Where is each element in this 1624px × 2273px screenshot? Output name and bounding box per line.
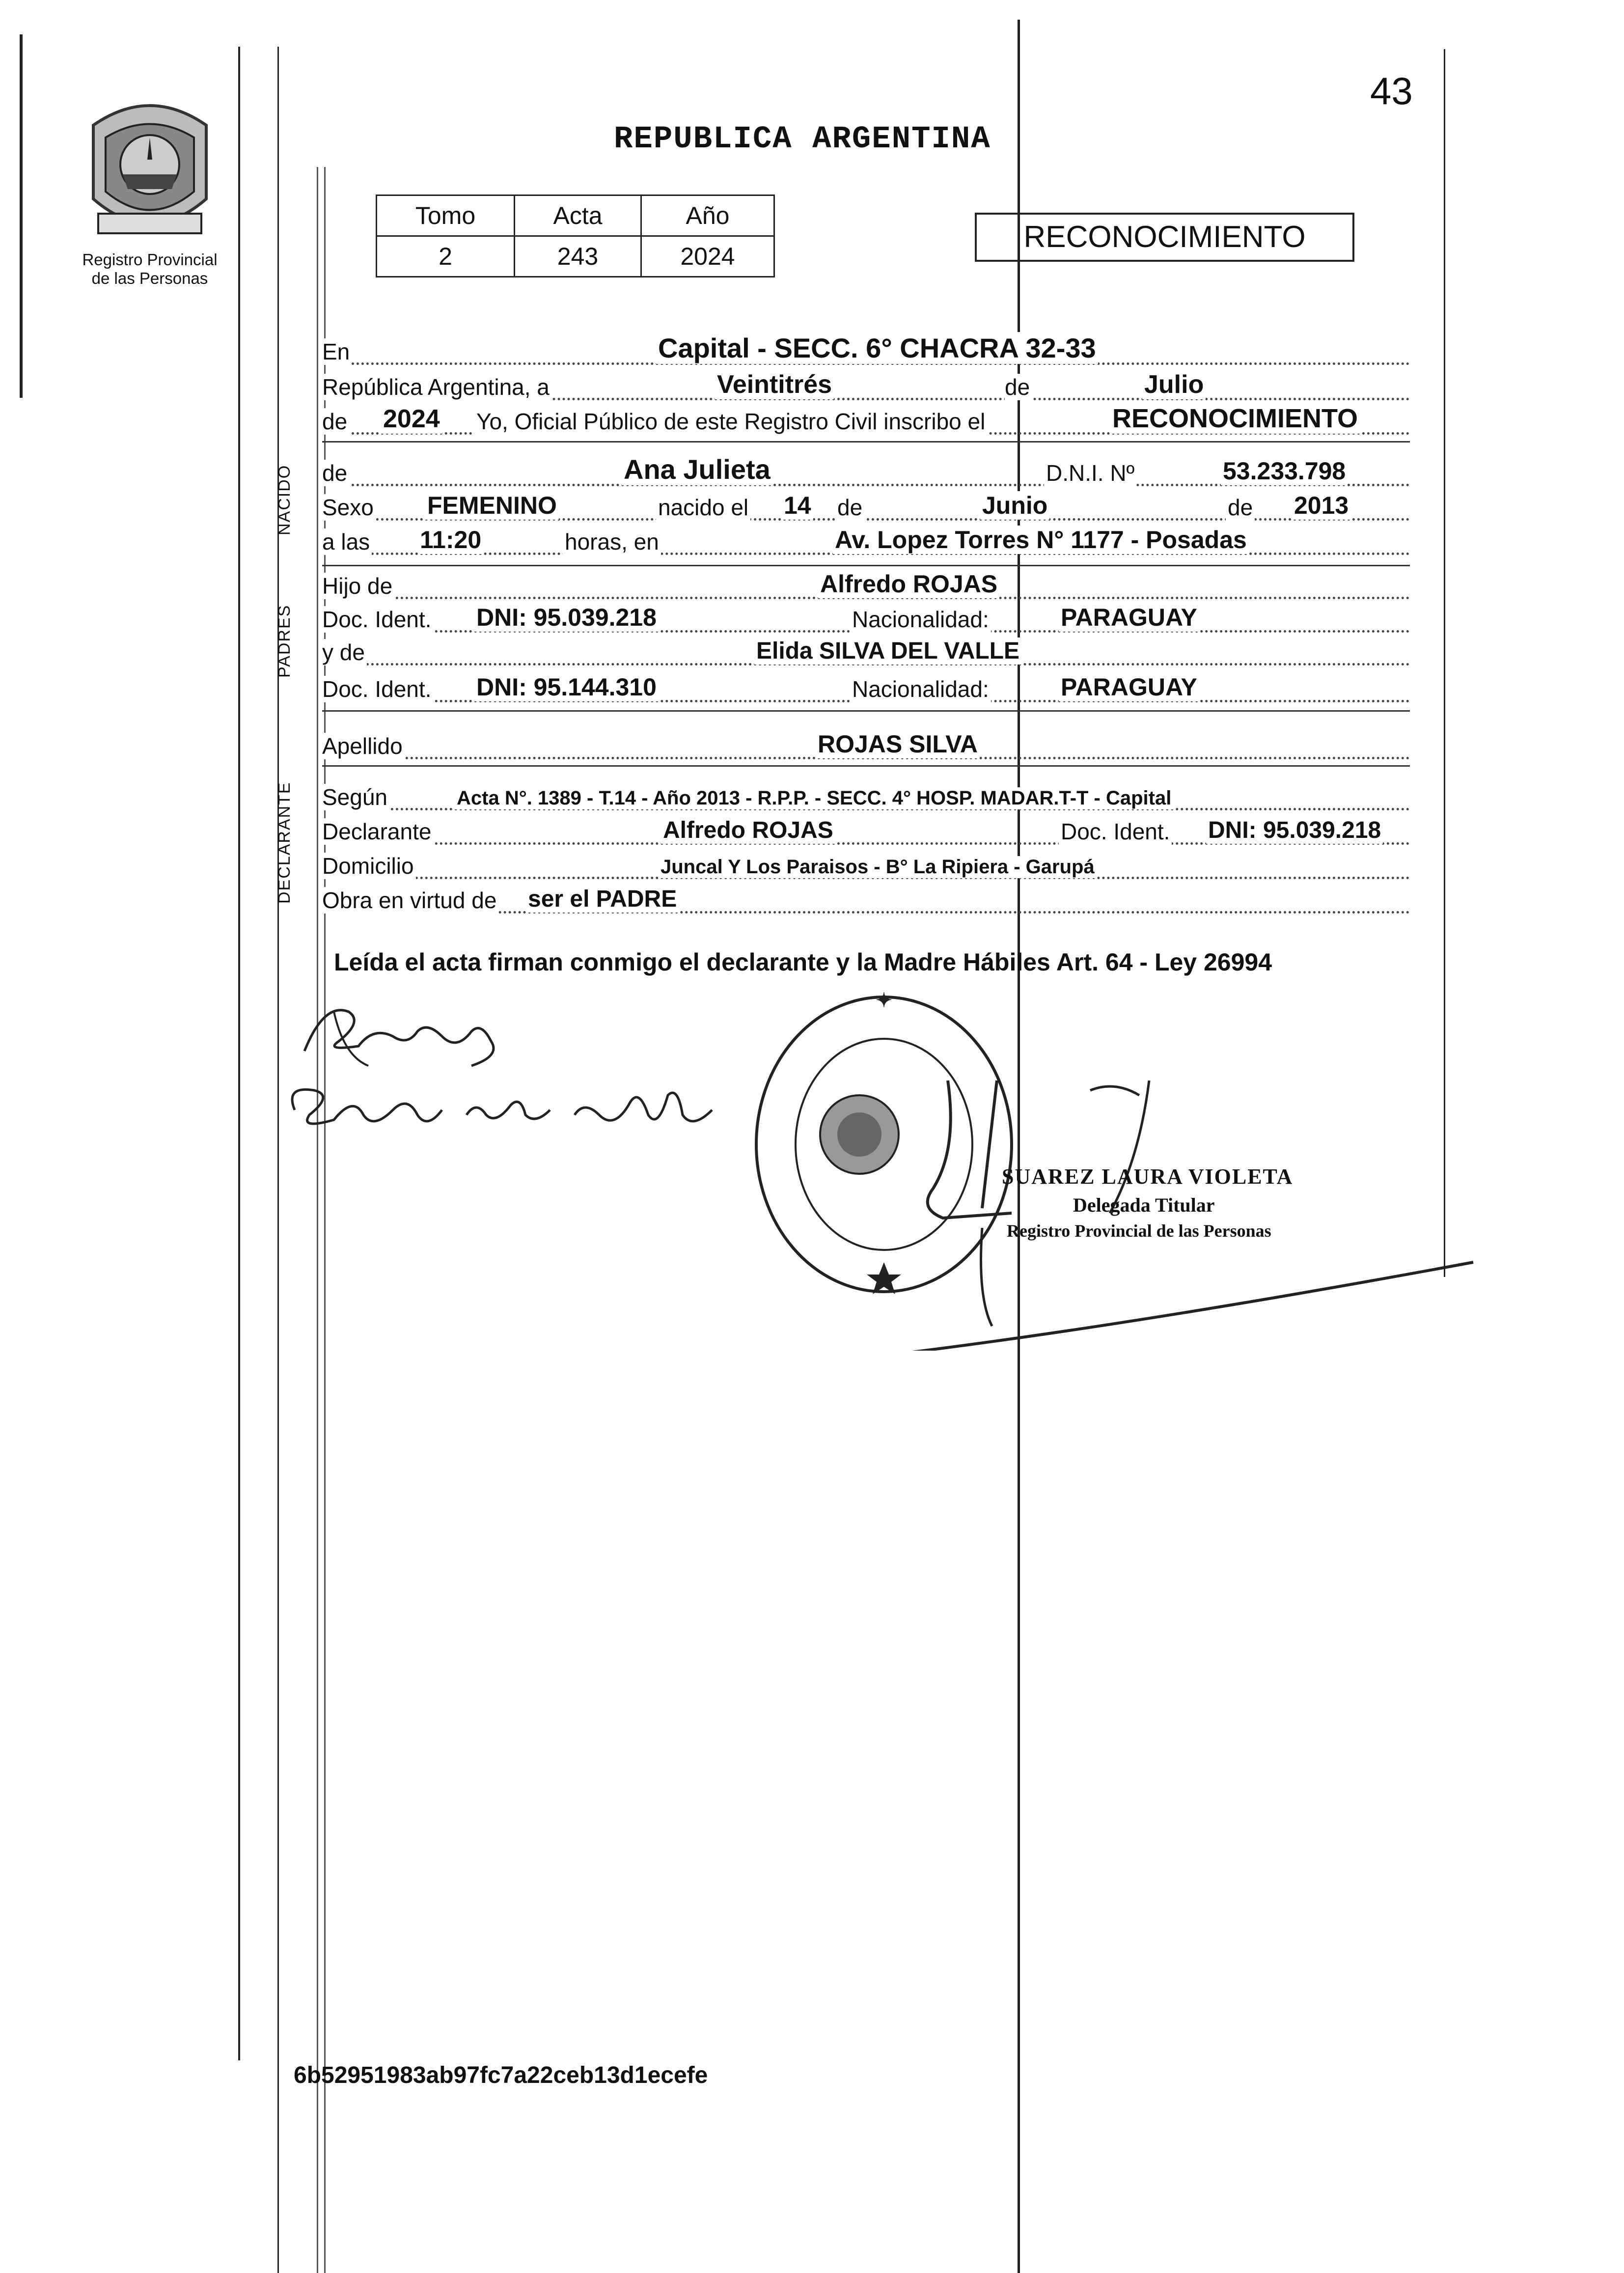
header-acta: Acta [515,195,641,236]
value-birth-month: Junio [980,491,1049,520]
label-obra: Obra en virtud de [322,887,498,914]
label-father-nationality: Nacionalidad: [850,606,991,633]
label-de-birth-month: de [835,494,864,521]
value-act: RECONOCIMIENTO [1110,403,1360,434]
label-en: En [322,338,352,365]
logo-caption-line1: Registro Provincial [82,250,218,269]
row-hora [322,526,1410,558]
label-yde: y de [322,639,367,665]
label-apellido: Apellido [322,733,405,759]
separator [322,710,1410,712]
label-horas: horas, en [563,528,661,555]
row-mother-doc [322,673,1410,705]
side-label-declarante: DECLARANTE [275,781,294,904]
value-dni: 53.233.798 [1221,457,1348,485]
official-name: SUAREZ LAURA VIOLETA [1002,1164,1294,1189]
row-obra [322,884,1410,916]
row-mother [322,636,1410,668]
label-hijo: Hijo de [322,573,394,599]
value-mother-name: Elida SILVA DEL VALLE [754,638,1021,665]
svg-text:✦: ✦ [876,990,892,1011]
row-person [322,454,1410,489]
label-mother-doc: Doc. Ident. [322,676,433,702]
separator [322,765,1410,767]
closing-text: Leída el acta firman conmigo el declarante y la Madre Hábiles Art. 64 - Ley 26994 [334,948,1272,976]
value-father-nationality: PARAGUAY [1059,603,1199,632]
label-de-birth-year: de [1226,494,1255,521]
page-number: 43 [1370,69,1413,112]
label-declarante: Declarante [322,818,433,845]
label-de-year: de [322,408,349,435]
page-edge-mark [20,34,23,398]
logo-caption [59,250,241,288]
row-en [322,335,1410,368]
left-margin-line [238,47,240,2060]
record-table-header [377,195,774,236]
row-sexo [322,491,1410,524]
row-father-doc [322,603,1410,636]
value-month: Julio [1142,370,1206,399]
official-registry: Registro Provincial de las Personas [1007,1221,1271,1241]
inner-margin-line [317,167,318,2273]
value-birth-year: 2013 [1292,491,1350,520]
record-table-values [377,236,774,277]
value-day: Veintitrés [715,370,834,399]
left-margin-line-lower [277,47,279,2273]
value-birth-time: 11:20 [418,526,483,554]
value-declarante: Alfredo ROJAS [661,817,835,844]
value-father-name: Alfredo ROJAS [818,570,999,598]
value-sexo: FEMENINO [425,491,559,520]
label-domicilio: Domicilio [322,853,416,879]
header-tomo: Tomo [377,195,515,236]
label-de-person: de [322,460,349,486]
row-domicilio [322,850,1410,882]
row-fecha [322,371,1410,403]
record-table [376,194,775,277]
value-apellido: ROJAS SILVA [816,730,980,758]
value-year: 2024 [381,404,442,434]
label-dni: D.N.I. Nº [1044,460,1136,486]
value-mother-nationality: PARAGUAY [1059,673,1199,701]
value-acta: 243 [515,236,641,277]
label-yo: Yo, Oficial Público de este Registro Civil inscribo el [474,408,987,435]
value-obra: ser el PADRE [526,886,679,913]
label-segun: Según [322,784,389,810]
value-person-name: Ana Julieta [622,453,772,485]
province-logo-icon [79,91,221,243]
document-type-box: RECONOCIMIENTO [975,213,1354,262]
value-en: Capital - SECC. 6° CHACRA 32-33 [656,332,1098,364]
country-title: REPUBLICA ARGENTINA [614,122,991,157]
row-apellido [322,730,1410,762]
label-mother-nationality: Nacionalidad: [850,676,991,702]
mother-signature-icon [280,1066,722,1149]
value-father-doc: DNI: 95.039.218 [474,603,659,632]
row-father [322,570,1410,602]
value-birth-place: Av. Lopez Torres N° 1177 - Posadas [833,526,1249,554]
row-segun [322,781,1410,813]
header-ano: Año [641,195,774,236]
label-father-doc: Doc. Ident. [322,606,433,633]
side-label-nacido: NACIDO [275,464,294,535]
value-tomo: 2 [377,236,515,277]
value-mother-doc: DNI: 95.144.310 [474,673,659,701]
official-role: Delegada Titular [1073,1194,1215,1216]
logo-caption-line2: de las Personas [91,269,208,287]
label-nacido: nacido el [656,494,750,521]
row-declarante [322,815,1410,848]
label-de-month: de [1005,374,1032,400]
document-hash: 6b52951983ab97fc7a22ceb13d1ecefe [294,2062,708,2088]
separator [322,565,1410,566]
value-declarante-doc: DNI: 95.039.218 [1206,817,1383,844]
label-sexo: Sexo [322,494,376,521]
separator [322,441,1410,443]
label-declarante-doc: Doc. Ident. [1059,818,1172,845]
label-republica: República Argentina, a [322,374,551,400]
value-ano: 2024 [641,236,774,277]
declarant-signature-icon [295,982,530,1076]
value-birth-day: 14 [782,491,813,520]
value-domicilio: Juncal Y Los Paraisos - B° La Ripiera - Garupá [659,856,1097,878]
value-segun: Acta N°. 1389 - T.14 - Año 2013 - R.P.P. - SECC. 4° HOSP. MADAR.T-T - Capital [455,787,1173,809]
row-yo [322,405,1410,438]
label-alas: a las [322,528,372,555]
side-label-padres: PADRES [275,604,294,678]
